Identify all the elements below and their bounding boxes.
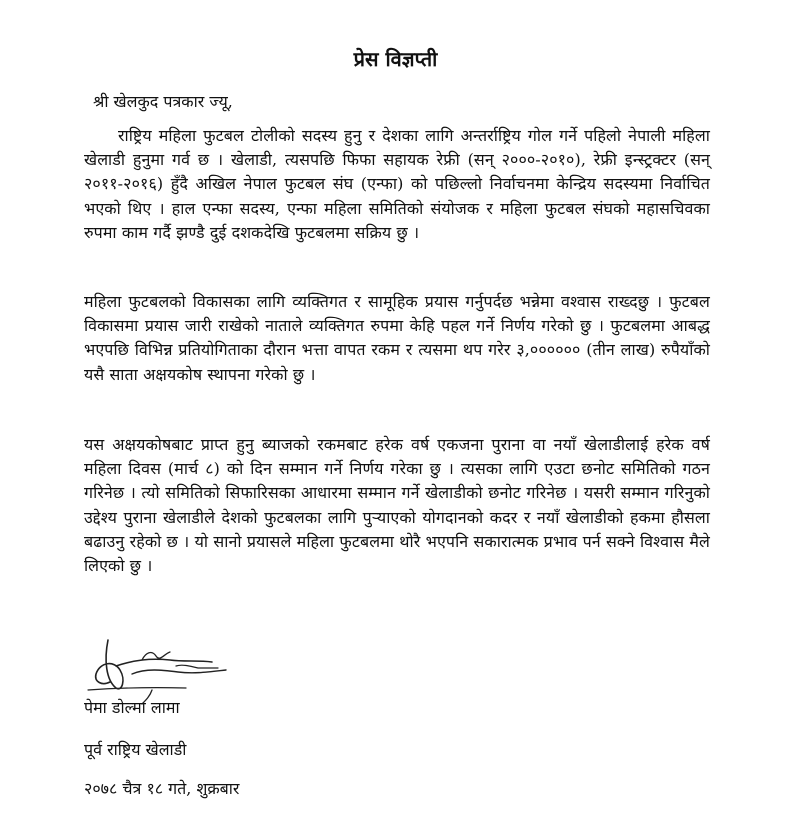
document-title: प्रेस विज्ञप्ती — [353, 47, 438, 71]
paragraph-3: यस अक्षयकोषबाट प्राप्त हुनु ब्याजको रकमबाट हरेक वर्ष एकजना पुराना वा नयाँ खेलाडीलाई हरेक वर्ष महिला दिवस (मार्च ८) को दिन सम्मान गर्ने निर्णय गरेका छु । त्यसका लागि एउटा छनोट समितिको गठन गरिनेछ । त्यो समितिको सिफारिसका आधारमा सम्मान गर्ने खेलाडीको छनोट गरिनेछ । यसरी सम्मान गरिनुको उद्देश्य पुराना खेलाडीले देशको फुटबलका लागि पुर्‍याएको योगदानको कदर र नयाँ खेलाडीको हकमा हौसला बढाउनु रहेको छ । यो सानो प्रयासले महिला फुटबलमा थोरै भएपनि सकारात्मक प्रभाव पर्न सक्ने विश्वास मैले लिएको छु । — [84, 435, 710, 576]
signer-name: पेमा डोल्मा लामा — [84, 698, 180, 717]
paragraph-1: राष्ट्रिय महिला फुटबल टोलीको सदस्य हुनु र देशका लागि अन्तर्राष्ट्रिय गोल गर्ने पहिलो नेपाली महिला खेलाडी हुनुमा गर्व छ । खेलाडी, त्यसपछि फिफा सहायक रेफ्री (सन् २०००-२०१०), रेफ्री इन्स्ट्रक्टर (सन् २०११-२०१६) हुँदै अखिल नेपाल फुटबल संघ (एन्फा) को पछिल्लो निर्वाचनमा केन्द्रिय सदस्यमा निर्वाचित भएको थिए । हाल एन्फा सदस्य, एन्फा महिला समितिको संयोजक र महिला फुटबल संघको महासचिवका रुपमा काम गर्दै झण्डै दुई दशकदेखि फुटबलमा सक्रिय छु । — [84, 126, 710, 242]
salutation: श्री खेलकुद पत्रकार ज्यू, — [93, 92, 233, 111]
signer-role: पूर्व राष्ट्रिय खेलाडी — [84, 740, 187, 759]
document-date: २०७८ चैत्र १८ गते, शुक्रबार — [84, 779, 240, 798]
handwritten-signature — [86, 630, 236, 705]
paragraph-2: महिला फुटबलको विकासका लागि व्यक्तिगत र सामूहिक प्रयास गर्नुपर्दछ भन्नेमा वश्वास राख्दछु । फुटबल विकासमा प्रयास जारी राखेको नाताले व्यक्तिगत रुपमा केहि पहल गर्ने निर्णय गरेको छु । फुटबलमा आबद्ध भएपछि विभिन्न प्रतियोगिताका दौरान भत्ता वापत रकम र त्यसमा थप गरेर ३,०००००० (तीन लाख) रुपैयाँको यसै साता अक्षयकोष स्थापना गरेको छु । — [84, 292, 710, 384]
